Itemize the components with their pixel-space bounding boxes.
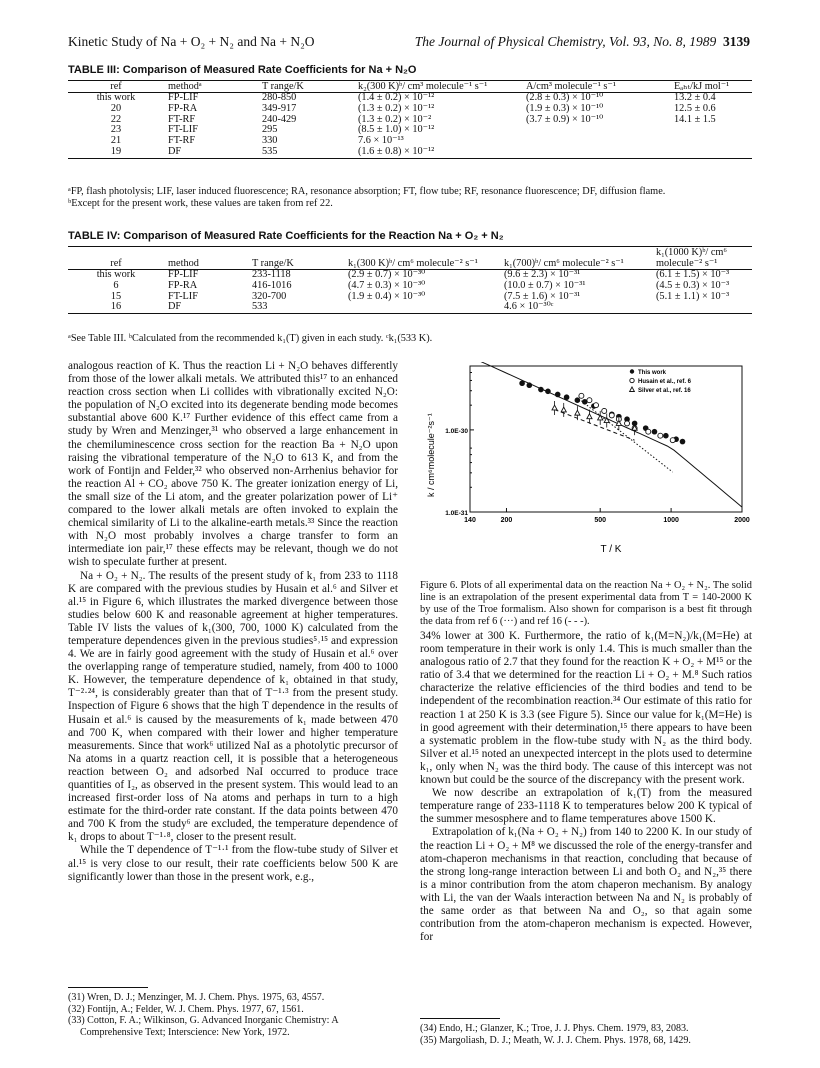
table4-header-row: [68, 247, 752, 270]
table4-cell: this work: [96, 269, 136, 280]
silver-point: [604, 418, 609, 423]
legend-entry: Husain et al., ref. 6: [638, 379, 692, 385]
silver-fit-line: [555, 410, 635, 441]
table4-cell: (2.9 ± 0.7) × 10⁻³⁰: [348, 269, 426, 280]
paragraph: Na + O₂ + N₂. The results of the present study of k₁ from 233 to 1118 K are compared with the previous studies by Husain et al.⁶ and Silver et al.¹⁵ in Figure 6, which illustrates the marked divergence between those studies below 600 K and reasonable agreement at higher temperatures. Table IV lists the values of k₁(300, 700, 1000 K) calculated from the temperature dependences given in the previous studies⁵˒¹⁵ and expression 4. We are in fairly good agreement with the study of Husain et al.⁶ over the overlapping range of temperature studied, namely, from 400 to 1000 K. However, the temperature dependence of k₁ obtained in that study, T⁻²·²⁴, is considerably greater than that of T⁻¹·³ from the present study. Inspection of Figure 6 shows that the high T dependence in the results of Husain et al.⁶ is caused by the measurements of k₁ made between 470 and 700 K, when compared with their lower and higher temperature measurements. Since that work⁶ utilized NaI as a photolytic precursor of Na atoms in a quartz reaction cell, it is possible that a heterogeneous reaction between O₂ and adsorbed NaI occurred to produce trace quantities of I₂, as observed in the present system. This would lead to an increased first-order loss of Na atoms and perhaps in turn to a high estimate for the third-order rate constant. If the data points between 470 and 700 K from the study⁶ are excluded, the temperature dependence of k₁ drops to about T⁻¹·⁸, closer to the present result.: [68, 569, 398, 844]
table4-cell: (9.6 ± 2.3) × 10⁻³¹: [504, 269, 581, 280]
table4-cell: (6.1 ± 1.5) × 10⁻³: [656, 269, 730, 280]
table3-cell: 535: [262, 145, 278, 157]
x-axis-label: T / K: [600, 544, 622, 555]
x-tick-label: 2000: [734, 517, 750, 524]
table4-cell: (7.5 ± 1.6) × 10⁻³¹: [504, 290, 581, 302]
table3-header-row: [68, 81, 752, 93]
table3-footnotes: [68, 186, 752, 210]
table4-cell: [652, 302, 752, 313]
paragraph: Extrapolation of k₁(Na + O₂ + N₂) from 140 to 2200 K. In our study of the reaction Li + O₂ + M⁸ we discussed the role of the energy-transfer and atom-chaperon mechanisms in that reaction, concluding that because of the strong long-range interaction between Li and both O₂ and N₂,³⁵ there is a minor contribution from the atom chaperon mechanism. By analogy with Li, the van der Waals interaction between Na and N₂ is probably of the same order as that between Na and O₂, so that again some contribution from the atom-chaperon mechanism is expected. However, for: [420, 826, 752, 944]
table4-row: [68, 281, 752, 292]
this-work-point: [555, 392, 561, 398]
table4-cell: 4.6 × 10⁻³⁰ᶜ: [504, 301, 554, 313]
table4-cell: FP-RA: [168, 279, 198, 291]
table4-cell: [344, 302, 500, 313]
husain-point: [594, 403, 599, 408]
silver-point: [552, 405, 557, 410]
left-column: [68, 360, 398, 884]
this-work-point: [575, 397, 581, 403]
right-references: [420, 1023, 752, 1046]
table3-cell: 21: [110, 135, 122, 147]
table4-caption: TABLE IV: Comparison of Measured Rate Coefficients for the Reaction Na + O₂ + N₂: [68, 230, 504, 242]
table3-cell: (1.4 ± 0.2) × 10⁻¹²: [358, 92, 435, 103]
table3-header: k₂(300 K)ᵇ/ cm³ molecule⁻¹ s⁻¹: [358, 81, 488, 92]
header-journal: [415, 34, 750, 50]
husain-point: [587, 398, 592, 403]
reference: (31) Wren, D. J.; Menzinger, M. J. Chem. Phys. 1975, 63, 4557.: [68, 992, 325, 1003]
header-title: Kinetic Study of Na + O₂ + N₂ and Na + N₂O: [68, 34, 315, 49]
journal-name: The Journal of Physical Chemistry, Vol. 93, No. 8, 1989: [414, 34, 717, 49]
table4-cell: 16: [110, 301, 122, 313]
table3-cell: this work: [96, 92, 136, 103]
table3-cell: 7.6 × 10⁻¹³: [358, 135, 404, 147]
x-tick-label: 1000: [663, 517, 679, 524]
table3-cell: 22: [110, 113, 122, 125]
table3-cell: (8.5 ± 1.0) × 10⁻¹²: [358, 124, 435, 136]
table4-cell: (5.1 ± 1.1) × 10⁻³: [656, 290, 730, 302]
table3-cell: 349-917: [262, 102, 297, 114]
table4-row: [68, 302, 752, 313]
table3-cell: (3.7 ± 0.9) × 10⁻¹⁰: [526, 113, 604, 125]
table3-row: [68, 147, 752, 158]
table3-header: ref: [110, 81, 122, 92]
table3-cell: FP-LIF: [168, 92, 199, 103]
legend-filled-circle-marker: [630, 369, 634, 373]
plot-frame: [470, 366, 742, 512]
table3-cell: 295: [262, 124, 278, 136]
table3-cell: 14.1 ± 1.5: [674, 113, 716, 125]
husain-point: [670, 438, 675, 443]
table3-cell: (1.6 ± 0.8) × 10⁻¹²: [358, 145, 435, 157]
paragraph: analogous reaction of K. Thus the reaction Li + N₂O behaves differently from those of the lower alkali metals. We attributed this¹⁷ to an enhanced reaction cross section when Li collides with vibrationally excited N₂O: the population of N₂O excited into its degenerate bending mode becomes substantial above 600 K.¹⁷ Further evidence of this effect came from a study by Wren and Menzinger,³¹ who observed a large enhancement in the chemiluminescence cross section for the reaction Ba + N₂O upon raising the vibrational temperature of the N₂O to 613 K, and from the work of Fontijn and Felder,³² who observed non-Arrhenius behavior for the reaction Al + CO₂ above 750 K. The greater ionization energy of Li, the small size of the Li atom, and the greater polarization power of Li⁺ compared to the lower alkali metals are often invoked to explain the chemical similarity of Li to the alkaline-earth metals.³³ Since the reaction with N₂O most probably involves a charge transfer to form an intermediate ion pair,¹⁷ these effects may be relevant, though we do not wish to speculate further at present.: [68, 360, 398, 569]
legend-open-circle-marker: [630, 378, 634, 382]
table3-cell: 20: [110, 102, 122, 114]
legend-triangle-marker: [630, 387, 635, 392]
table3-cell: 280-850: [262, 92, 297, 103]
table4-cell: 15: [110, 290, 122, 302]
table4-cell: 6: [113, 279, 119, 291]
table4-cell: 533: [252, 301, 268, 313]
table3-cell: [522, 147, 670, 158]
husain-point: [579, 393, 584, 398]
table3-header: methodᵃ: [168, 81, 202, 92]
page-number: 3139: [723, 34, 750, 49]
table3-cell: DF: [168, 145, 182, 157]
x-tick-label: 200: [500, 517, 513, 524]
table4-header: k₁(300 K)ᵇ/ cm⁶ molecule⁻² s⁻¹: [348, 258, 478, 269]
figure6: [420, 362, 752, 558]
husain-point: [646, 429, 651, 434]
figure6-caption: Figure 6. Plots of all experimental data on the reaction Na + O₂ + N₂. The solid line is an extrapolation of the present experimental data from T = 140-2000 K by use of the Troe formalism. Also shown for comparison is a best fit through the data from ref 6 (···) and ref 16 (- - -).: [420, 580, 752, 627]
y-tick-label: 1.0E-31: [445, 510, 468, 517]
table3-header: T range/K: [262, 81, 304, 92]
table3-cell: 23: [110, 124, 122, 136]
table4-cell: DF: [168, 301, 182, 313]
table4-cell: FP-LIF: [168, 269, 199, 280]
table4-header: ref: [110, 258, 122, 269]
table3-cell: [522, 125, 670, 136]
table4-cell: (4.5 ± 0.3) × 10⁻³: [656, 279, 730, 291]
left-references: [68, 992, 398, 1038]
table3-cell: (1.3 ± 0.2) × 10⁻²: [358, 113, 432, 125]
this-work-point: [545, 389, 551, 395]
y-axis-label: k / cm⁶molecule⁻²s⁻¹: [426, 413, 436, 497]
table4-cell: 233-1118: [252, 269, 291, 280]
table3-cell: FT-LIF: [168, 124, 198, 136]
table3-cell: 19: [110, 145, 122, 157]
table3-footnote-a: ᵃFP, flash photolysis; LIF, laser induced fluorescence; RA, resonance absorption; FT, flow tube; RF, resonance fluorescence; DF, diffusion flame.: [68, 186, 666, 197]
this-work-point: [663, 433, 669, 439]
silver-point: [575, 410, 580, 415]
paragraph: While the T dependence of T⁻¹·¹ from the flow-tube study of Silver et al.¹⁵ is very close to our result, their rate coefficients below 500 K are significantly lower than those in the present work, e.g.,: [68, 844, 398, 883]
table3-bottom-rule: [68, 158, 752, 159]
table4-header: k₁(700)ᵇ/ cm⁶ molecule⁻² s⁻¹: [504, 258, 624, 269]
table3-caption: TABLE III: Comparison of Measured Rate Coefficients for Na + N₂O: [68, 64, 417, 76]
table4-cell: 320-700: [252, 290, 287, 302]
x-tick-label: 500: [594, 517, 607, 524]
reference: (32) Fontijn, A.; Felder, W. J. Chem. Phys. 1977, 67, 1561.: [68, 1003, 304, 1015]
reference: (34) Endo, H.; Glanzer, K.; Troe, J. J. Phys. Chem. 1979, 83, 2083.: [420, 1023, 689, 1034]
table4-cell: (10.0 ± 0.7) × 10⁻³¹: [504, 279, 586, 291]
y-tick-label: 1.0E-30: [445, 427, 468, 435]
table3-cell: [670, 125, 752, 136]
table3-cell: (2.8 ± 0.3) × 10⁻¹⁰: [526, 92, 604, 103]
table3: [68, 80, 752, 159]
table3-cell: (1.9 ± 0.3) × 10⁻¹⁰: [526, 102, 604, 114]
silver-point: [561, 407, 566, 412]
husain-point: [609, 413, 614, 418]
this-work-point: [519, 380, 525, 386]
table3-header: A/cm³ molecule⁻¹ s⁻¹: [526, 81, 616, 92]
husain-point: [625, 421, 630, 426]
this-work-point: [538, 387, 544, 393]
table4-bottom-rule: [68, 314, 752, 315]
table4-header: method: [168, 258, 199, 269]
table4-cell: FT-LIF: [168, 290, 198, 302]
table3-cell: FT-RF: [168, 135, 196, 147]
this-work-point: [652, 429, 658, 435]
troe-extrapolation-line: [470, 362, 742, 507]
table4: [68, 246, 752, 314]
this-work-point: [564, 394, 570, 400]
husain-point: [602, 408, 607, 413]
table4-header: T range/K: [252, 258, 294, 269]
reference: (35) Margoliash, D. J.; Meath, W. J. J. Chem. Phys. 1978, 68, 1429.: [420, 1034, 691, 1046]
table3-cell: (1.3 ± 0.2) × 10⁻¹²: [358, 102, 435, 114]
table3-cell: FT-RF: [168, 113, 196, 125]
table4-cell: 416-1016: [252, 279, 292, 291]
this-work-point: [527, 382, 533, 388]
table4-cell: (1.9 ± 0.4) × 10⁻³⁰: [348, 290, 426, 302]
table4-cell: (4.7 ± 0.3) × 10⁻³⁰: [348, 279, 426, 291]
table3-footnote-b: ᵇExcept for the present work, these values are taken from ref 22.: [68, 198, 333, 209]
table4-header: k₁(1000 K)ᵇ/ cm⁶ molecule⁻² s⁻¹: [656, 247, 727, 269]
table3-header: Eₐₕₜ/kJ mol⁻¹: [674, 81, 730, 92]
table3-cell: 13.2 ± 0.4: [674, 92, 716, 103]
refs-divider: [68, 987, 148, 988]
table4-rule-cell: [68, 314, 752, 315]
paragraph: We now describe an extrapolation of k₁(T) from the measured temperature range of 233-1118 K to temperatures below 200 K typical of the summer mesosphere and to flame temperatures above 1500 K.: [420, 787, 752, 826]
x-tick-label: 140: [464, 517, 476, 524]
figure6-plot: [420, 362, 752, 558]
table3-row: [68, 104, 752, 115]
this-work-point: [680, 439, 686, 445]
reference: (33) Cotton, F. A.; Wilkinson, G. Advanced Inorganic Chemistry: A Comprehensive Text; Interscience: New York, 1972.: [68, 1015, 339, 1038]
paragraph: 34% lower at 300 K. Furthermore, the ratio of k₁(M=N₂)/k₁(M=He) at room temperature in their work is only 1.4. This is much smaller than the analogous ratio of 2.7 that they found for the reaction K + O₂ + M¹⁵ or the ratio of 3.4 that we determined for the reaction Li + O₂ + M.⁸ Such ratios characterize the relative efficiencies of the third bodies and tend to be independent of the recombination reaction.³⁴ Our estimate of this ratio for reaction 1 at 250 K is 3.3 (see Figure 5). Since our value for k₁(M=He) is in good agreement with their determination,¹⁵ there appears to have been a systematic problem in the flow-tube study with N₂ as the third body. Silver et al.¹⁵ noted an unexpected intercept in the plots used to determine k₁, only when N₂ was the third body. The cause of this intercept was not known but could be the source of the discrepancy with the present work.: [420, 630, 752, 787]
silver-point: [598, 415, 603, 420]
table3-rule-cell: [68, 158, 752, 159]
table3-cell: [670, 136, 752, 147]
legend-entry: This work: [638, 370, 667, 376]
table3-cell: 12.5 ± 0.6: [674, 102, 716, 114]
legend-entry: Silver et al., ref. 16: [638, 388, 691, 394]
table3-cell: [670, 147, 752, 158]
table3-cell: 330: [262, 135, 278, 147]
table3-cell: FP-RA: [168, 102, 198, 114]
table3-cell: 240-429: [262, 113, 297, 125]
silver-point: [587, 414, 592, 419]
table4-footnote: ᵃSee Table III. ᵇCalculated from the recommended k₁(T) given in each study. ᶜk₁(533 K).: [68, 333, 433, 344]
table3-cell: [522, 136, 670, 147]
husain-point: [658, 433, 663, 438]
refs-divider: [420, 1018, 500, 1019]
right-column: [420, 630, 752, 944]
